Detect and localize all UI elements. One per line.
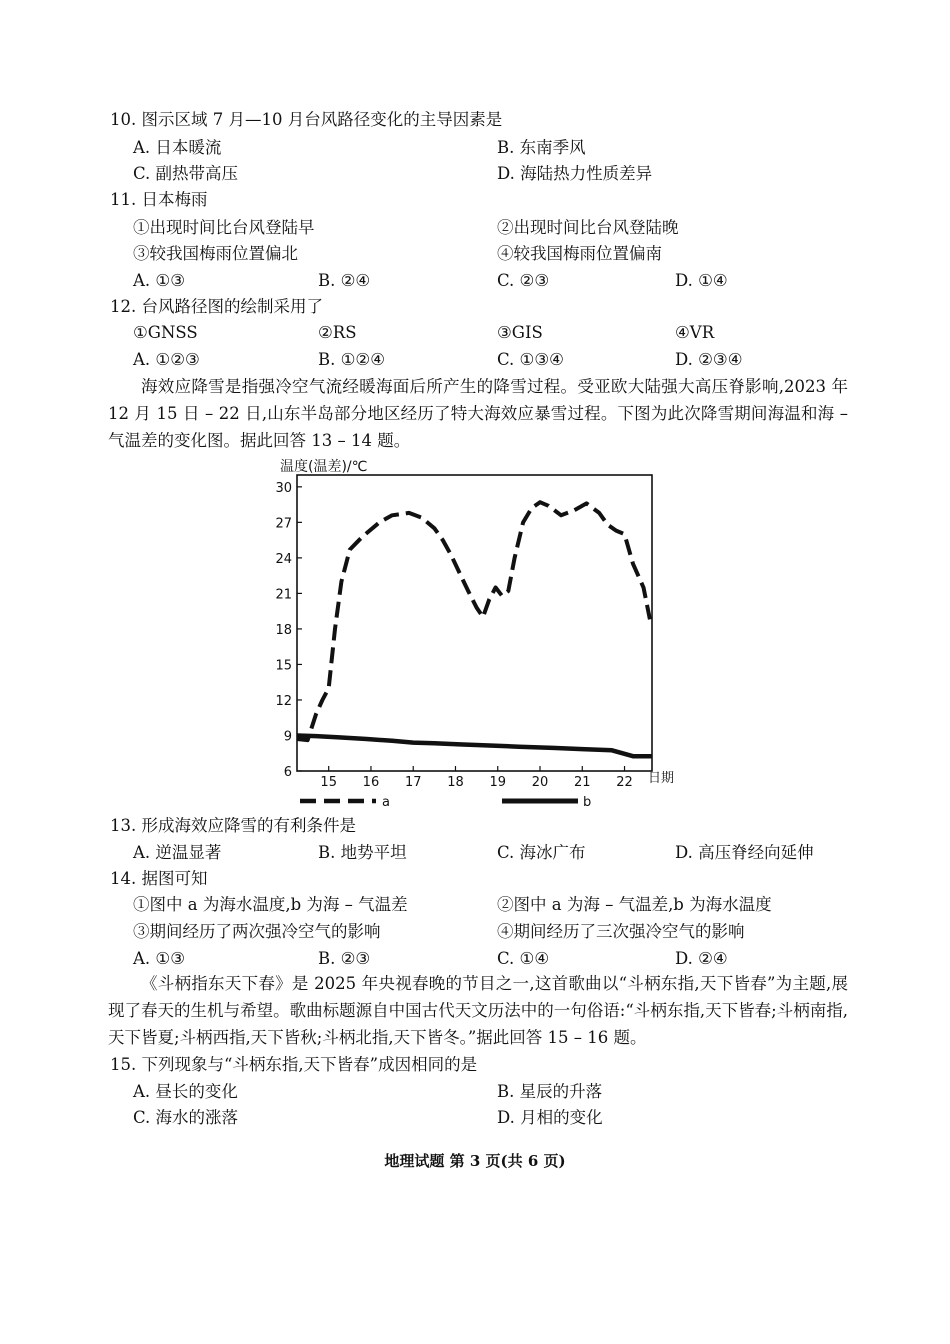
q10-option-c: C. 副热带高压 <box>133 164 239 183</box>
q12-statement-3: ③GIS <box>497 323 543 342</box>
q10-option-b: B. 东南季风 <box>497 138 586 157</box>
q11-option-d: D. ①④ <box>675 271 728 290</box>
chart-x-ticks <box>320 766 632 790</box>
x-tick-label: 22 <box>616 775 633 790</box>
q12-statement-2: ②RS <box>318 323 357 342</box>
q14-statement-3: ③期间经历了两次强冷空气的影响 <box>133 922 381 941</box>
q12-statement-1: ①GNSS <box>133 323 198 342</box>
q15-option-c: C. 海水的涨落 <box>133 1108 239 1127</box>
x-tick-label: 17 <box>404 775 422 790</box>
q13-option-d: D. 高压脊经向延伸 <box>675 843 814 862</box>
q11-statement-4: ④较我国梅雨位置偏南 <box>497 244 662 263</box>
q12-stem: 12. 台风路径图的绘制采用了 <box>110 297 323 316</box>
q12-option-c: C. ①③④ <box>497 350 564 369</box>
y-tick-label: 12 <box>275 693 292 709</box>
q14-option-d: D. ②④ <box>675 949 728 968</box>
q11-stem: 11. 日本梅雨 <box>110 190 208 209</box>
passage-sea-effect-snow: 海效应降雪是指强冷空气流经暖海面后所产生的降雪过程。受亚欧大陆强大高压脊影响,2023 年 12 月 15 日 – 22 日,山东半岛部分地区经历了特大海效应暴雪过程。下图为此次降雪期间海温和海 – 气温差的变化图。据此回答 13 – 14 题。 <box>108 377 848 450</box>
q15-option-b: B. 星辰的升落 <box>497 1082 603 1101</box>
temperature-chart <box>270 455 690 810</box>
q10-option-a: A. 日本暖流 <box>133 138 222 157</box>
q11-option-b: B. ②④ <box>318 271 371 290</box>
q11-option-c: C. ②③ <box>497 271 550 290</box>
q10-option-d: D. 海陆热力性质差异 <box>497 164 653 183</box>
y-tick-label: 21 <box>275 587 292 603</box>
q14-statement-4: ④期间经历了三次强冷空气的影响 <box>497 922 745 941</box>
chart-plot-frame <box>297 475 652 771</box>
chart-y-axis-title: 温度(温差)/℃ <box>280 459 368 475</box>
x-tick-label: 19 <box>489 775 507 790</box>
y-tick-label: 18 <box>275 622 292 638</box>
legend-a-label: a <box>382 795 390 810</box>
q13-option-a: A. 逆温显著 <box>133 843 222 862</box>
passage-dipper-handle: 《斗柄指东天下春》是 2025 年央视春晚的节目之一,这首歌曲以“斗柄东指,天下皆春”为主题,展现了春天的生机与希望。歌曲标题源自中国古代天文历法中的一句俗语:“斗柄东指,天下皆春;斗柄南指,天下皆夏;斗柄西指,天下皆秋;斗柄北指,天下皆冬。”据此回答 15 – 16 题。 <box>108 974 848 1047</box>
q12-option-a: A. ①②③ <box>133 350 200 369</box>
y-tick-label: 6 <box>283 765 292 780</box>
chart-series <box>297 502 652 756</box>
y-tick-label: 15 <box>275 658 292 674</box>
x-tick-label: 15 <box>320 775 337 790</box>
y-tick-label: 24 <box>275 551 292 567</box>
q13-option-b: B. 地势平坦 <box>318 843 407 862</box>
x-tick-label: 21 <box>573 775 591 790</box>
q14-statement-1: ①图中 a 为海水温度,b 为海 – 气温差 <box>133 895 408 914</box>
q15-option-a: A. 昼长的变化 <box>133 1082 238 1101</box>
y-tick-label: 27 <box>275 516 292 532</box>
x-tick-label: 18 <box>447 775 464 790</box>
y-tick-label: 9 <box>283 729 292 745</box>
page-footer: 地理试题 第 3 页(共 6 页) <box>384 1152 566 1170</box>
y-tick-label: 30 <box>275 480 292 496</box>
q14-stem: 14. 据图可知 <box>110 869 208 888</box>
q14-statement-2: ②图中 a 为海 – 气温差,b 为海水温度 <box>497 895 772 914</box>
x-tick-label: 20 <box>531 775 549 790</box>
x-tick-label: 16 <box>362 775 380 790</box>
q15-option-d: D. 月相的变化 <box>497 1108 603 1127</box>
q11-option-a: A. ①③ <box>133 271 185 290</box>
series-line-b <box>297 736 652 757</box>
q12-statement-4: ④VR <box>675 323 715 342</box>
q13-option-c: C. 海冰广布 <box>497 843 586 862</box>
q10-stem: 10. 图示区域 7 月—10 月台风路径变化的主导因素是 <box>110 110 503 129</box>
legend-b-label: b <box>583 795 592 810</box>
q14-option-a: A. ①③ <box>133 949 185 968</box>
q14-option-c: C. ①④ <box>497 949 550 968</box>
series-line-a <box>297 502 650 740</box>
q15-stem: 15. 下列现象与“斗柄东指,天下皆春”成因相同的是 <box>110 1055 478 1074</box>
q13-stem: 13. 形成海效应降雪的有利条件是 <box>110 816 356 835</box>
q11-statement-2: ②出现时间比台风登陆晚 <box>497 218 679 237</box>
q11-statement-1: ①出现时间比台风登陆早 <box>133 218 315 237</box>
chart-x-axis-title: 日期 <box>648 771 675 786</box>
q11-statement-3: ③较我国梅雨位置偏北 <box>133 244 298 263</box>
q12-option-d: D. ②③④ <box>675 350 743 369</box>
q14-option-b: B. ②③ <box>318 949 371 968</box>
q12-option-b: B. ①②④ <box>318 350 385 369</box>
